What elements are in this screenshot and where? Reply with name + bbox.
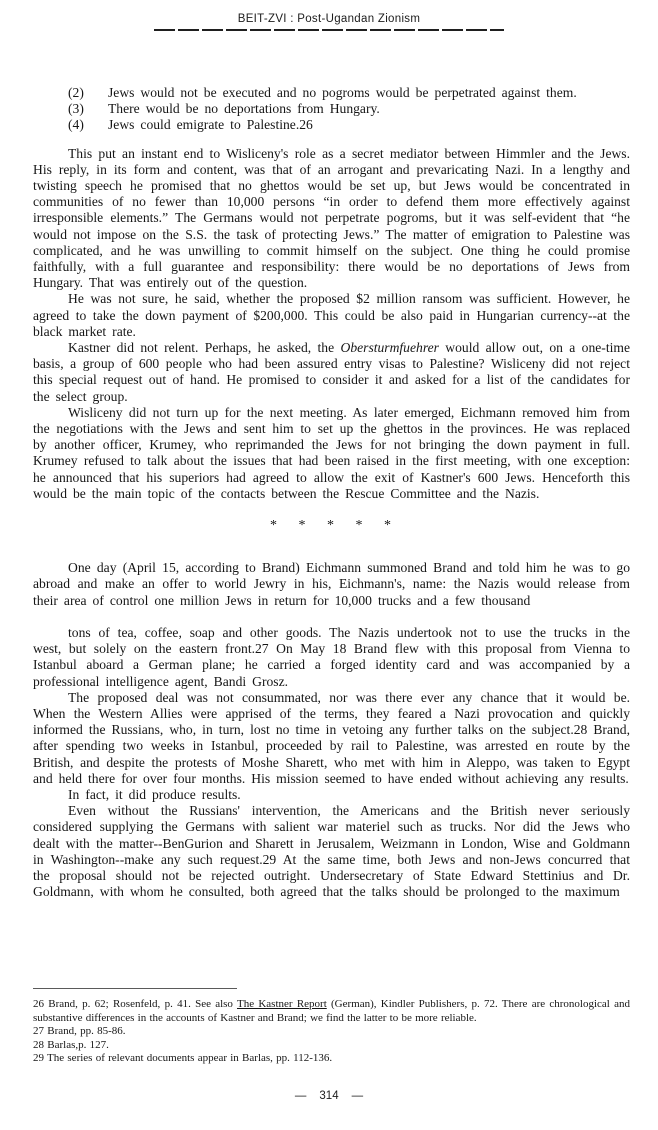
footnote-26 (33, 998, 630, 1025)
list-item-4-text: Jews could emigrate to Palestine.26 (108, 117, 313, 133)
obersturmfuehrer-italic-term: Obersturmfuehrer (340, 340, 439, 356)
footnote-29: 29 The series of relevant documents appear in Barlas, pp. 112-136. (33, 1052, 333, 1065)
footer-dash-left: — (294, 1090, 307, 1102)
list-item-3-marker: (3) (68, 101, 84, 117)
paragraph-wisliceny-reply: This put an instant end to Wisliceny's role as a secret mediator between Himmler and the Jews. His reply, in its form and content, was that of an arrogant and prevaricating Nazi. In a lengthy and twisting speech he promised that no ghettos would be set up, but Jews would be concentrated in communities of no fewer than 10,000 persons “in order to defend them more effectively against irresponsible elements.” The Germans would not perpetrate pogroms, but it was self-evident that “he would not impose on the S.S. the task of protecting Jews.” The matter of emigration to Palestine was complicated, and he was unwilling to commit himself on the subject. One thing he could promise faithfully, with a full guarantee and responsibility: there would be no deportations of Jews from Hungary. That was entirely out of the question. (33, 145, 630, 291)
page-header (0, 0, 658, 31)
footnote-26-post: (German), Kindler Publishers, p. 72. There are chronological and substantive differences in the accounts of Kastner and Brand; we find the latter to be more reliable. (33, 998, 630, 1024)
page-footer (0, 1090, 658, 1102)
paragraph-ransom: He was not sure, he said, whether the proposed $2 million ransom was sufficient. However, he agreed to take the down payment of $200,000. This could be also paid in Hungarian currency--at the black market rate. (33, 291, 630, 339)
page-number: 314 (319, 1090, 339, 1102)
list-item-4-marker: (4) (68, 117, 84, 133)
running-header-title: BEIT-ZVI : Post-Ugandan Zionism (237, 13, 421, 25)
footnote-27: 27 Brand, pp. 85-86. (33, 1025, 126, 1038)
list-item-4 (33, 117, 630, 133)
paragraph-kastner-request (33, 340, 630, 405)
paragraph-wisliceny-removed: Wisliceny did not turn up for the next meeting. As later emerged, Eichmann removed him from the negotiations with the Jews and sent him to set up the ghettos in the provinces. He was replaced by another officer, Krumey, who reprimanded the Jews for not bringing the down payment in full. Krumey refused to talk about the issues that had been raised in the first meeting, with one exception: he announced that his superiors had agreed to allow the exit of Kastner's 600 Jews. Henceforth this would be the main topic of the contacts between the Rescue Committee and the Nazis. (33, 404, 630, 501)
paragraph-brand-summoned: One day (April 15, according to Brand) Eichmann summoned Brand and told him he was to go abroad and make an offer to world Jewry in his, Eichmann's, name: the Nazis would release from their area of control one million Jews in return for 10,000 trucks and a few thousand (33, 560, 630, 608)
footnotes-section (33, 988, 630, 1066)
page-body (33, 85, 630, 900)
footer-dash-right: — (351, 1090, 364, 1102)
list-item-3-text: There would be no deportations from Hungary. (108, 101, 380, 117)
paragraph-results: In fact, it did produce results. (68, 786, 241, 802)
list-item-3 (33, 101, 630, 117)
list-item-2-marker: (2) (68, 85, 84, 100)
paragraph-trucks-goods: tons of tea, coffee, soap and other goods. The Nazis undertook not to use the trucks in the west, but solely on the eastern front.27 On May 18 Brand flew with this proposal from Vienna to Istanbul aboard a German plane; he carried a forged identity card and was accompanied by a professional intelligence agent, Bandi Grosz. (33, 624, 630, 689)
footnote-26-book-title: The Kastner Report (237, 998, 327, 1010)
paragraph-kastner-request-post: would allow out, on a one-time basis, a group of 600 people who had been assured entry visas to Palestine? Wisliceny did not reject this special request out of hand. He promised to consider it and asked for a list of the candidates for the select group. (33, 340, 630, 404)
paragraph-kastner-request-pre: Kastner did not relent. Perhaps, he asked, the (68, 340, 341, 356)
header-rule (154, 29, 504, 31)
paragraph-deal-not-consummated: The proposed deal was not consummated, nor was there ever any chance that it would be. When the Western Allies were apprised of the terms, they feared a Nazi provocation and quickly informed the Russians, who, in turn, lost no time in vetoing any further talks on the subject.28 Brand, after spending two weeks in Istanbul, proceeded by rail to Palestine, was arrested en route by the British, and despite the protests of Moshe Sharett, who met with him in Aleppo, was taken to Egypt and held there for over four months. His mission seemed to have ended without achieving any results. (33, 689, 630, 786)
list-item-2 (33, 85, 630, 101)
section-separator-asterisks: * * * * * (270, 518, 393, 534)
list-item-2-text: Jews would not be executed and no pogroms would be perpetrated against them. (108, 85, 577, 100)
footnote-26-pre: 26 Brand, p. 62; Rosenfeld, p. 41. See also (33, 998, 237, 1010)
footnote-separator-rule (33, 988, 237, 989)
paragraph-allies-response: Even without the Russians' intervention, the Americans and the British never seriously considered supplying the Germans with salient war materiel such as trucks. Nor did the Jews who dealt with the matter--BenGurion and Sharett in Jerusalem, Weizmann in London, Wise and Goldmann in Washington--make any such request.29 At the same time, both Jews and non-Jews concurred that the proposal should not be rejected outright. Undersecretary of State Edward Stettinius and Dr. Goldmann, with whom he consulted, both agreed that the talks should be prolonged to the maximum (33, 803, 630, 900)
footnote-28: 28 Barlas,p. 127. (33, 1038, 109, 1051)
